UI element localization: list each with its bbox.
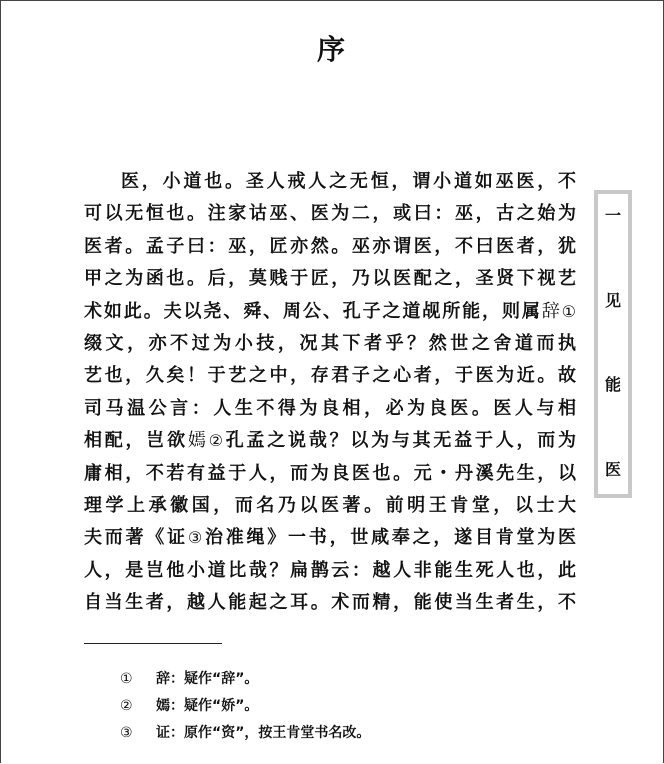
text-line: 艺也，久矣！于艺之中，存君子之心者，于医为近。故 bbox=[84, 365, 576, 387]
text-line: 缀文，亦不过为小技，况其下者乎？然世之舍道而执 bbox=[84, 332, 576, 354]
text-line: 理学上承徽国，而名乃以医著。前明王肯堂，以士大 bbox=[84, 494, 576, 516]
footnote-divider bbox=[84, 643, 222, 644]
text-line: 医者。孟子曰：巫，匠亦然。巫亦谓医，不曰医者，犹 bbox=[84, 235, 576, 257]
variant-char: 辞 bbox=[541, 300, 562, 322]
footnote-text: 证：原作“资”，按王肯堂书名改。 bbox=[156, 725, 371, 741]
footnote-marker: ② bbox=[208, 431, 226, 451]
side-tab-char: 见 bbox=[604, 290, 621, 310]
text-line: 可以无恒也。注家诂巫、医为二，或曰：巫，古之始为 bbox=[84, 203, 576, 225]
text-line: 庸相，不若有益于人，而为良医也。元・丹溪先生，以 bbox=[84, 462, 576, 484]
text-line: 自当生者，越人能起之耳。术而精，能使当生者生，不 bbox=[84, 592, 576, 614]
text-line: 人，是岂他小道比哉？扁鹊云：越人非能生死人也，此 bbox=[84, 559, 576, 581]
text-line: 司马温公言：人生不得为良相，必为良医。医人与相 bbox=[84, 397, 576, 419]
side-tab-char: 一 bbox=[604, 206, 621, 225]
footnote-text: 嫣：疑作“娇”。 bbox=[156, 698, 259, 714]
footnote-number: ③ bbox=[120, 725, 133, 741]
footnote-number: ② bbox=[120, 698, 133, 714]
footnotes bbox=[120, 666, 370, 747]
side-tab-char: 医 bbox=[604, 459, 621, 479]
footnote bbox=[120, 666, 370, 693]
text-line: 医，小道也。圣人戒人之无恒，谓小道如巫医，不 bbox=[121, 171, 576, 192]
side-tab-char: 能 bbox=[604, 375, 621, 395]
page-title: 序 bbox=[316, 33, 347, 66]
text-line: 甲之为函也。后，莫贱于匠，乃以医配之，圣贤下视艺 bbox=[84, 268, 576, 290]
preface-body bbox=[84, 166, 576, 619]
footnote-text: 辞：疑作“辞”。 bbox=[156, 671, 259, 687]
chapter-side-tab bbox=[594, 190, 632, 498]
footnote-marker: ③ bbox=[187, 528, 205, 548]
footnote-number: ① bbox=[120, 671, 133, 687]
text-line: 夫而著《证③治准绳》一书，世咸奉之，遂目肯堂为医 bbox=[84, 527, 577, 549]
variant-char: 嫣 bbox=[187, 430, 209, 452]
footnote bbox=[120, 720, 370, 747]
footnote-marker: ① bbox=[561, 301, 577, 321]
text-line: 相配，岂欲嫣②孔孟之说哉？以为与其无益于人，而为 bbox=[84, 430, 577, 452]
footnote bbox=[120, 693, 370, 720]
text-line: 术如此。夫以尧、舜、周公、孔子之道觇所能，则属辞① bbox=[84, 300, 577, 322]
